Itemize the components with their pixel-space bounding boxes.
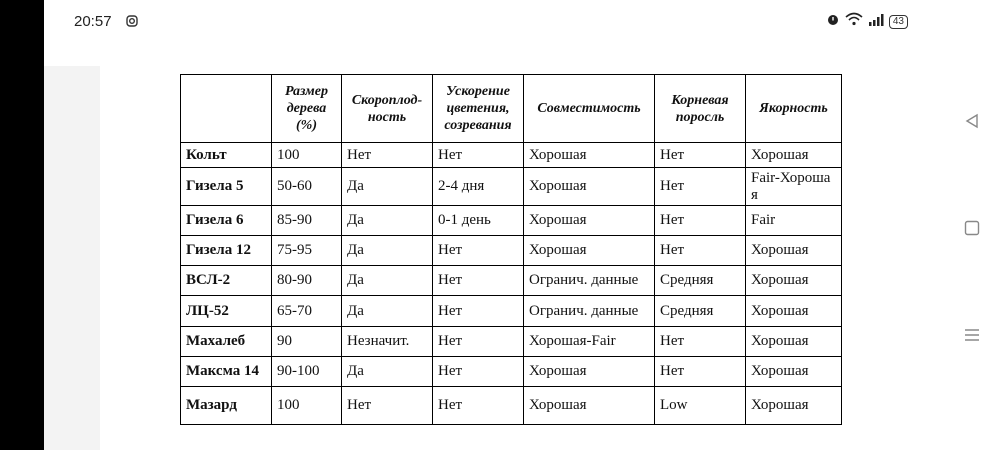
table-cell: Хорошая: [524, 236, 655, 266]
table-cell: Нет: [433, 386, 524, 424]
table-row: [181, 206, 842, 236]
row-label: Гизела 6: [181, 206, 272, 236]
table-cell: Нет: [342, 143, 433, 168]
row-label: Махалеб: [181, 326, 272, 356]
table-cell: Хорошая: [524, 386, 655, 424]
table-cell: Хорошая: [746, 143, 842, 168]
table-cell: Да: [342, 206, 433, 236]
table-cell: Огранич. данные: [524, 266, 655, 296]
table-cell: Хорошая: [524, 168, 655, 206]
table-cell: 85-90: [272, 206, 342, 236]
instagram-icon: [126, 14, 138, 32]
table-cell: 50-60: [272, 168, 342, 206]
table-row: [181, 386, 842, 424]
column-header: [181, 75, 272, 143]
table-cell: Хорошая: [524, 356, 655, 386]
table-header-row: [181, 75, 842, 143]
table-cell: Нет: [433, 326, 524, 356]
document-margin: [44, 66, 100, 450]
table-row: [181, 326, 842, 356]
table-cell: 75-95: [272, 236, 342, 266]
table-cell: Хорошая: [524, 206, 655, 236]
back-icon[interactable]: [963, 112, 981, 130]
table-cell: Хорошая: [746, 236, 842, 266]
table-cell: Нет: [655, 143, 746, 168]
row-label: Максма 14: [181, 356, 272, 386]
table-cell: Средняя: [655, 266, 746, 296]
table-cell: 65-70: [272, 296, 342, 326]
table-cell: Да: [342, 168, 433, 206]
table-cell: Средняя: [655, 296, 746, 326]
table-cell: Нет: [433, 143, 524, 168]
signal-icon: [868, 13, 884, 31]
table-cell: Нет: [655, 326, 746, 356]
rootstock-table: [180, 74, 842, 425]
row-label: Мазард: [181, 386, 272, 424]
table-cell: Нет: [655, 168, 746, 206]
row-label: ЛЦ-52: [181, 296, 272, 326]
column-header: Якорность: [746, 75, 842, 143]
column-header: Совместимость: [524, 75, 655, 143]
table-cell: Fair-Хороша я: [746, 168, 842, 206]
table-cell: 80-90: [272, 266, 342, 296]
table-row: [181, 168, 842, 206]
table-row: [181, 356, 842, 386]
table-row: [181, 143, 842, 168]
table-cell: Нет: [433, 296, 524, 326]
table-cell: 90-100: [272, 356, 342, 386]
table-cell: Нет: [655, 236, 746, 266]
table-cell: 100: [272, 143, 342, 168]
table-cell: Нет: [433, 266, 524, 296]
table-cell: 0-1 день: [433, 206, 524, 236]
row-label: ВСЛ-2: [181, 266, 272, 296]
table-row: [181, 266, 842, 296]
row-label: Гизела 12: [181, 236, 272, 266]
column-header: Размер дерева (%): [272, 75, 342, 143]
status-time: 20:57: [74, 13, 112, 30]
table-cell: 90: [272, 326, 342, 356]
table-cell: Да: [342, 236, 433, 266]
table-cell: Хорошая: [746, 296, 842, 326]
table-cell: Low: [655, 386, 746, 424]
table-cell: Хорошая: [746, 356, 842, 386]
table-cell: Хорошая: [746, 386, 842, 424]
row-label: Гизела 5: [181, 168, 272, 206]
table-row: [181, 236, 842, 266]
table-cell: 100: [272, 386, 342, 424]
battery-icon: 43: [889, 15, 908, 29]
table-cell: Нет: [342, 386, 433, 424]
table-cell: Нет: [433, 236, 524, 266]
left-black-bar: [0, 0, 44, 450]
table-cell: Хорошая: [746, 326, 842, 356]
table-cell: Хорошая: [746, 266, 842, 296]
table-cell: Нет: [433, 356, 524, 386]
recent-apps-icon[interactable]: [963, 326, 981, 344]
table-cell: Незначит.: [342, 326, 433, 356]
alarm-icon: [826, 12, 840, 31]
table-cell: Да: [342, 266, 433, 296]
table-row: [181, 296, 842, 326]
column-header: Корневая поросль: [655, 75, 746, 143]
table-cell: Хорошая-Fair: [524, 326, 655, 356]
column-header: Скороплод-ность: [342, 75, 433, 143]
table-cell: 2-4 дня: [433, 168, 524, 206]
column-header: Ускорение цветения, созревания: [433, 75, 524, 143]
row-label: Кольт: [181, 143, 272, 168]
table-cell: Да: [342, 356, 433, 386]
wifi-icon: [845, 12, 863, 31]
table-cell: Нет: [655, 206, 746, 236]
home-icon[interactable]: [963, 219, 981, 237]
table-cell: Хорошая: [524, 143, 655, 168]
table-cell: Fair: [746, 206, 842, 236]
table-cell: Огранич. данные: [524, 296, 655, 326]
status-bar: [44, 0, 1000, 44]
table-cell: Да: [342, 296, 433, 326]
table-cell: Нет: [655, 356, 746, 386]
